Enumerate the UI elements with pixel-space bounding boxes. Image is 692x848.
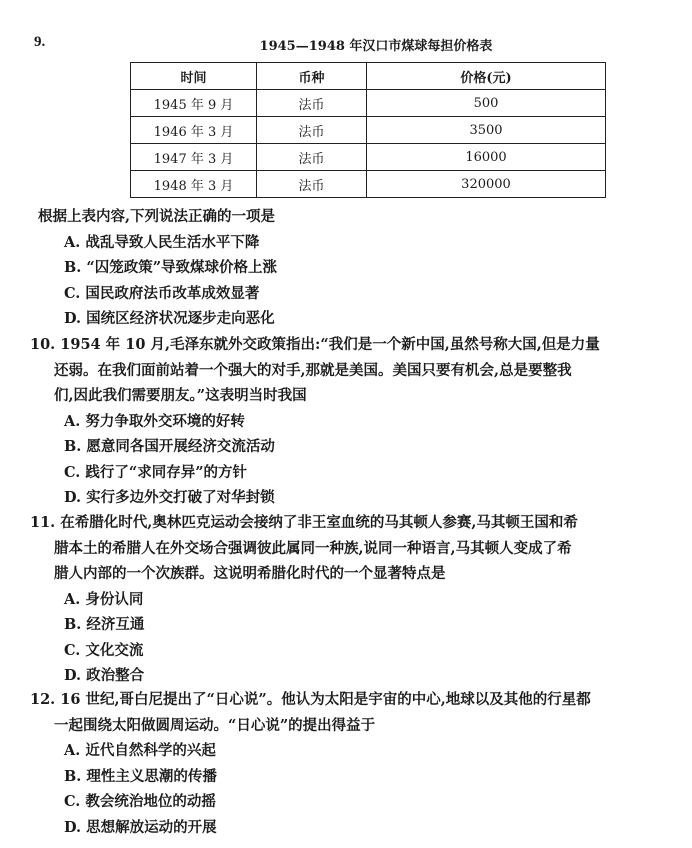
cell-price: 16000: [366, 144, 605, 171]
option-c[interactable]: C. 践行了“求同存异”的方针: [64, 463, 248, 481]
question-9-stem: 根据上表内容,下列说法正确的一项是: [38, 208, 276, 225]
cell-time: 1945 年 9 月: [131, 90, 257, 117]
question-12-stem-line: 12. 16 世纪,哥白尼提出了“日心说”。他认为太阳是宇宙的中心,地球以及其他的行星都: [30, 691, 591, 708]
header-currency: 币种: [257, 63, 367, 90]
option-b[interactable]: B. 愿意同各国开展经济交流活动: [64, 438, 275, 455]
question-10: [30, 332, 650, 511]
header-price: 价格(元): [366, 63, 605, 90]
question-11-stem-line: 腊人内部的一个次族群。这说明希腊化时代的一个显著特点是: [54, 565, 446, 582]
question-11: [30, 510, 650, 689]
cell-time: 1947 年 3 月: [131, 144, 257, 171]
cell-price: 3500: [366, 117, 605, 144]
option-a[interactable]: A. 身份认同: [64, 590, 144, 608]
cell-price: 500: [366, 90, 605, 117]
cell-currency: 法币: [257, 171, 367, 198]
cell-currency: 法币: [257, 90, 367, 117]
option-d[interactable]: D. 政治整合: [64, 667, 145, 684]
price-table: [130, 62, 606, 198]
table-row: [131, 117, 606, 144]
table-title: 1945—1948 年汉口市煤球每担价格表: [259, 39, 493, 54]
cell-time: 1946 年 3 月: [131, 117, 257, 144]
option-c[interactable]: C. 文化交流: [64, 641, 144, 659]
question-12-stem-line: 一起围绕太阳做圆周运动。“日心说”的提出得益于: [54, 716, 376, 734]
option-b[interactable]: B. 经济互通: [64, 616, 145, 633]
option-d[interactable]: D. 国统区经济状况逐步走向恶化: [64, 310, 275, 327]
option-c[interactable]: C. 教会统治地位的动摇: [64, 793, 216, 810]
cell-time: 1948 年 3 月: [131, 171, 257, 198]
question-10-stem-line: 10. 1954 年 10 月,毛泽东就外交政策指出:“我们是一个新中国,虽然号称大国,但是力量: [30, 336, 600, 353]
option-c[interactable]: C. 国民政府法币改革成效显著: [64, 284, 260, 302]
question-11-stem-line: 11. 在希腊化时代,奥林匹克运动会接纳了非王室血统的马其顿人参赛,马其顿王国和希: [30, 514, 578, 531]
table-row: [131, 90, 606, 117]
table-row: [131, 144, 606, 171]
option-a[interactable]: A. 战乱导致人民生活水平下降: [64, 233, 260, 251]
option-a[interactable]: A. 努力争取外交环境的好转: [64, 412, 245, 430]
cell-currency: 法币: [257, 144, 367, 171]
table-row: [131, 171, 606, 198]
header-time: 时间: [131, 63, 257, 90]
question-10-stem-line: 还弱。在我们面前站着一个强大的对手,那就是美国。美国只要有机会,总是要整我: [54, 361, 572, 379]
question-10-stem-line: 们,因此我们需要朋友。”这表明当时我国: [54, 387, 307, 404]
question-9-number: 9.: [34, 34, 46, 50]
option-a[interactable]: A. 近代自然科学的兴起: [64, 742, 216, 759]
cell-price: 320000: [366, 171, 605, 198]
option-d[interactable]: D. 思想解放运动的开展: [64, 818, 217, 836]
question-11-stem-line: 腊本土的希腊人在外交场合强调彼此属同一种族,说同一种语言,马其顿人变成了希: [54, 539, 572, 557]
option-b[interactable]: B. “囚笼政策”导致煤球价格上涨: [64, 259, 278, 276]
question-9: [38, 204, 658, 332]
cell-currency: 法币: [257, 117, 367, 144]
option-b[interactable]: B. 理性主义思潮的传播: [64, 767, 217, 785]
table-header-row: [131, 63, 606, 90]
option-d[interactable]: D. 实行多边外交打破了对华封锁: [64, 489, 275, 506]
question-12: [30, 687, 650, 840]
